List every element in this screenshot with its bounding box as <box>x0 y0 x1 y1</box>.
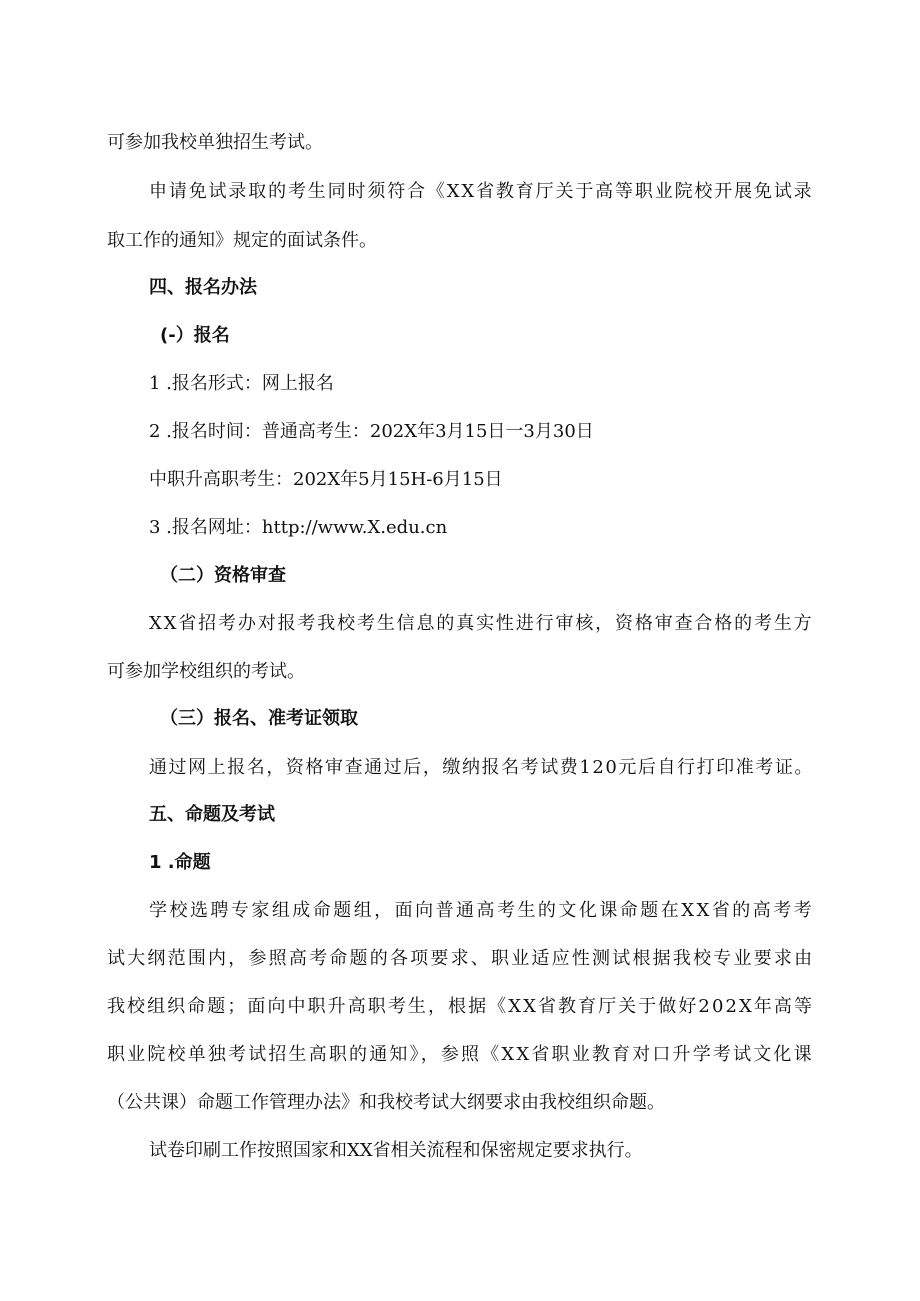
list-item: 2 .报名时间：普通高考生：202X年3月15日一3月30日 <box>149 421 594 442</box>
subsection-heading: （二）资格审查 <box>160 565 286 586</box>
paragraph-line: 职业院校单独考试招生高职的通知》，参照《XX省职业教育对口升学考试文化课 <box>107 1044 814 1065</box>
section-heading: 五、命题及考试 <box>149 804 275 825</box>
paragraph-line: 中职升高职考生：202X年5月15H-6月15日 <box>149 469 503 490</box>
section-heading: 四、报名办法 <box>149 277 257 298</box>
paragraph-line: 可参加我校单独招生考试。 <box>107 132 323 153</box>
paragraph-line: （公共课）命题工作管理办法》和我校考试大纲要求由我校组织命题。 <box>107 1092 665 1113</box>
paragraph-line: 我校组织命题；面向中职升高职考生，根据《XX省教育厅关于做好202X年高等 <box>107 996 815 1017</box>
list-item: 1 .报名形式：网上报名 <box>149 373 334 394</box>
paragraph-line: 试大纲范围内，参照高考命题的各项要求、职业适应性测试根据我校专业要求由 <box>107 948 815 969</box>
paragraph-line: XX省招考办对报考我校考生信息的真实性进行审核，资格审查合格的考生方 <box>149 613 814 634</box>
paragraph-line: 申请免试录取的考生同时须符合《XX省教育厅关于高等职业院校开展免试录 <box>149 181 814 202</box>
subsection-heading: (-）报名 <box>160 325 230 346</box>
paragraph-line: 通过网上报名，资格审查通过后，缴纳报名考试费120元后自行打印准考证。 <box>149 757 814 778</box>
paragraph-line: 取工作的通知》规定的面试条件。 <box>107 230 377 251</box>
list-item: 3 .报名网址：http://www.X.edu.cn <box>149 517 448 538</box>
paragraph-line: 试卷印刷工作按照国家和XX省相关流程和保密规定要求执行。 <box>149 1140 643 1161</box>
paragraph-line: 学校选聘专家组成命题组，面向普通高考生的文化课命题在XX省的高考考 <box>149 900 815 921</box>
subsection-heading: 1 .命题 <box>149 852 211 873</box>
paragraph-line: 可参加学校组织的考试。 <box>107 661 305 682</box>
subsection-heading: （三）报名、准考证领取 <box>160 708 358 729</box>
